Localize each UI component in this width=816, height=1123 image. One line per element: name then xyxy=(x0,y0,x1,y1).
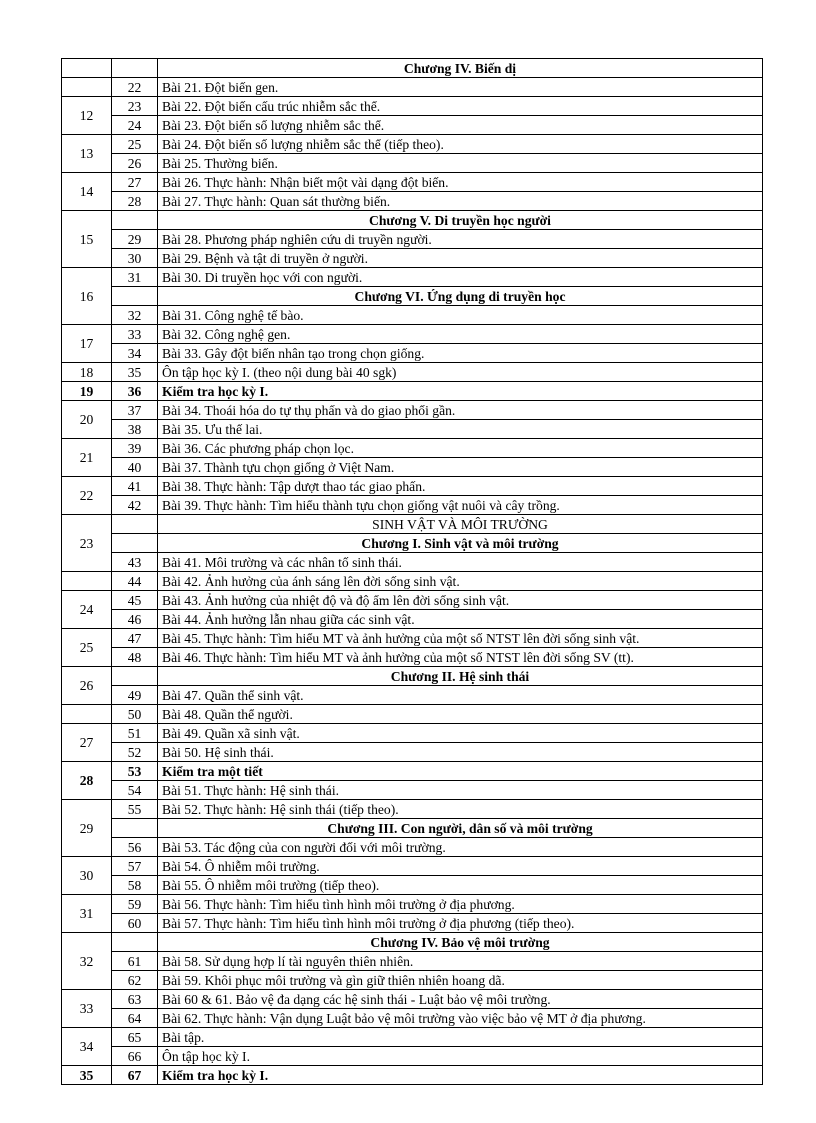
lesson-cell xyxy=(112,515,158,534)
lesson-cell: 53 xyxy=(112,762,158,781)
table-row xyxy=(62,439,763,458)
lesson-title: Bài 34. Thoái hóa do tự thụ phấn và do giao phối gần. xyxy=(158,401,763,420)
table-row xyxy=(62,781,763,800)
table-row xyxy=(62,363,763,382)
chapter-heading: Chương V. Di truyền học người xyxy=(158,211,763,230)
table-row xyxy=(62,534,763,553)
lesson-cell: 57 xyxy=(112,857,158,876)
week-cell: 12 xyxy=(62,97,112,135)
lesson-title: Bài 36. Các phương pháp chọn lọc. xyxy=(158,439,763,458)
table-row xyxy=(62,648,763,667)
lesson-cell xyxy=(112,59,158,78)
week-cell: 25 xyxy=(62,629,112,667)
chapter-heading: Chương IV. Bảo vệ môi trường xyxy=(158,933,763,952)
chapter-heading: Chương I. Sinh vật và môi trường xyxy=(158,534,763,553)
lesson-cell: 60 xyxy=(112,914,158,933)
table-row xyxy=(62,135,763,154)
lesson-cell: 29 xyxy=(112,230,158,249)
lesson-cell xyxy=(112,534,158,553)
lesson-title: Bài 32. Công nghệ gen. xyxy=(158,325,763,344)
week-cell: 30 xyxy=(62,857,112,895)
table-row xyxy=(62,420,763,439)
table-row xyxy=(62,268,763,287)
lesson-title: Bài 22. Đột biến cấu trúc nhiễm sắc thể. xyxy=(158,97,763,116)
week-cell: 31 xyxy=(62,895,112,933)
lesson-title: Bài 45. Thực hành: Tìm hiểu MT và ảnh hưởng của một số NTST lên đời sống sinh vật. xyxy=(158,629,763,648)
table-row xyxy=(62,819,763,838)
lesson-title: Bài 35. Ưu thế lai. xyxy=(158,420,763,439)
week-cell: 16 xyxy=(62,268,112,325)
lesson-title: Bài 60 & 61. Bảo vệ đa dạng các hệ sinh thái - Luật bảo vệ môi trường. xyxy=(158,990,763,1009)
table-row xyxy=(62,1066,763,1085)
table-row xyxy=(62,743,763,762)
table-row xyxy=(62,876,763,895)
table-row xyxy=(62,477,763,496)
table-row xyxy=(62,724,763,743)
lesson-title: Bài 33. Gây đột biến nhân tạo trong chọn giống. xyxy=(158,344,763,363)
week-cell: 28 xyxy=(62,762,112,800)
table-row xyxy=(62,952,763,971)
lesson-title: Bài 53. Tác động của con người đối với môi trường. xyxy=(158,838,763,857)
table-row xyxy=(62,306,763,325)
table-row xyxy=(62,591,763,610)
week-cell: 13 xyxy=(62,135,112,173)
lesson-title: Bài 41. Môi trường và các nhân tố sinh thái. xyxy=(158,553,763,572)
lesson-cell: 62 xyxy=(112,971,158,990)
lesson-cell: 67 xyxy=(112,1066,158,1085)
lesson-title: Bài 29. Bệnh và tật di truyền ở người. xyxy=(158,249,763,268)
week-cell: 14 xyxy=(62,173,112,211)
lesson-cell: 28 xyxy=(112,192,158,211)
lesson-cell xyxy=(112,287,158,306)
week-cell xyxy=(62,59,112,78)
table-row xyxy=(62,762,763,781)
lesson-cell xyxy=(112,667,158,686)
lesson-title: Bài 39. Thực hành: Tìm hiểu thành tựu chọn giống vật nuôi và cây trồng. xyxy=(158,496,763,515)
lesson-cell: 34 xyxy=(112,344,158,363)
table-row xyxy=(62,572,763,591)
table-row xyxy=(62,895,763,914)
table-row xyxy=(62,1047,763,1066)
table-row xyxy=(62,800,763,819)
lesson-title: Bài 25. Thường biến. xyxy=(158,154,763,173)
lesson-cell: 45 xyxy=(112,591,158,610)
lesson-cell: 58 xyxy=(112,876,158,895)
lesson-cell: 33 xyxy=(112,325,158,344)
table-row xyxy=(62,154,763,173)
lesson-title: Ôn tập học kỳ I. (theo nội dung bài 40 sgk) xyxy=(158,363,763,382)
week-cell xyxy=(62,572,112,591)
lesson-title: Bài 26. Thực hành: Nhận biết một vài dạng đột biến. xyxy=(158,173,763,192)
week-cell: 27 xyxy=(62,724,112,762)
week-cell: 23 xyxy=(62,515,112,572)
lesson-cell: 52 xyxy=(112,743,158,762)
lesson-title: Bài 58. Sử dụng hợp lí tài nguyên thiên nhiên. xyxy=(158,952,763,971)
table-row xyxy=(62,382,763,401)
lesson-cell: 43 xyxy=(112,553,158,572)
lesson-title: Bài 27. Thực hành: Quan sát thường biến. xyxy=(158,192,763,211)
lesson-cell: 26 xyxy=(112,154,158,173)
week-cell: 22 xyxy=(62,477,112,515)
table-row xyxy=(62,97,763,116)
lesson-title: Bài 62. Thực hành: Vận dụng Luật bảo vệ môi trường vào việc bảo vệ MT ở địa phương. xyxy=(158,1009,763,1028)
lesson-cell xyxy=(112,211,158,230)
lesson-title: Bài 44. Ảnh hưởng lẫn nhau giữa các sinh vật. xyxy=(158,610,763,629)
table-row xyxy=(62,610,763,629)
lesson-cell: 65 xyxy=(112,1028,158,1047)
lesson-title: Bài 56. Thực hành: Tìm hiểu tình hình môi trường ở địa phương. xyxy=(158,895,763,914)
table-row xyxy=(62,838,763,857)
table-row xyxy=(62,971,763,990)
week-cell xyxy=(62,705,112,724)
table-row xyxy=(62,496,763,515)
table-row xyxy=(62,211,763,230)
chapter-heading: Chương III. Con người, dân số và môi trường xyxy=(158,819,763,838)
table-row xyxy=(62,458,763,477)
lesson-cell: 22 xyxy=(112,78,158,97)
table-row xyxy=(62,116,763,135)
week-cell: 26 xyxy=(62,667,112,705)
table-row xyxy=(62,553,763,572)
table-row xyxy=(62,59,763,78)
table-row xyxy=(62,705,763,724)
lesson-cell: 42 xyxy=(112,496,158,515)
lesson-title: Bài 59. Khôi phục môi trường và gìn giữ thiên nhiên hoang dã. xyxy=(158,971,763,990)
lesson-title: Bài 47. Quần thể sinh vật. xyxy=(158,686,763,705)
lesson-cell: 54 xyxy=(112,781,158,800)
table-row xyxy=(62,230,763,249)
week-cell: 34 xyxy=(62,1028,112,1066)
lesson-cell: 38 xyxy=(112,420,158,439)
week-cell: 19 xyxy=(62,382,112,401)
lesson-title: Bài 57. Thực hành: Tìm hiểu tình hình môi trường ở địa phương (tiếp theo). xyxy=(158,914,763,933)
lesson-cell: 51 xyxy=(112,724,158,743)
table-row xyxy=(62,1028,763,1047)
lesson-title: Bài 55. Ô nhiễm môi trường (tiếp theo). xyxy=(158,876,763,895)
chapter-heading: Chương II. Hệ sinh thái xyxy=(158,667,763,686)
lesson-title: Bài 28. Phương pháp nghiên cứu di truyền người. xyxy=(158,230,763,249)
table-row xyxy=(62,515,763,534)
lesson-title: Bài 38. Thực hành: Tập dượt thao tác giao phấn. xyxy=(158,477,763,496)
lesson-cell: 47 xyxy=(112,629,158,648)
table-row xyxy=(62,78,763,97)
week-cell: 35 xyxy=(62,1066,112,1085)
lesson-cell: 44 xyxy=(112,572,158,591)
lesson-cell: 39 xyxy=(112,439,158,458)
lesson-cell: 30 xyxy=(112,249,158,268)
lesson-cell: 35 xyxy=(112,363,158,382)
chapter-heading: Chương VI. Ứng dụng di truyền học xyxy=(158,287,763,306)
lesson-cell: 64 xyxy=(112,1009,158,1028)
lesson-title: Bài 42. Ảnh hưởng của ánh sáng lên đời sống sinh vật. xyxy=(158,572,763,591)
lesson-cell: 27 xyxy=(112,173,158,192)
lesson-cell: 25 xyxy=(112,135,158,154)
lesson-title: Bài 24. Đột biến số lượng nhiễm sắc thể (tiếp theo). xyxy=(158,135,763,154)
curriculum-table xyxy=(61,58,763,1085)
week-cell: 21 xyxy=(62,439,112,477)
table-row xyxy=(62,325,763,344)
lesson-cell: 63 xyxy=(112,990,158,1009)
week-cell: 32 xyxy=(62,933,112,990)
lesson-title: Kiểm tra học kỳ I. xyxy=(158,382,763,401)
lesson-cell: 55 xyxy=(112,800,158,819)
lesson-title: Bài tập. xyxy=(158,1028,763,1047)
lesson-title: Bài 21. Đột biến gen. xyxy=(158,78,763,97)
lesson-title: Bài 43. Ảnh hưởng của nhiệt độ và độ ẩm lên đời sống sinh vật. xyxy=(158,591,763,610)
week-cell xyxy=(62,78,112,97)
lesson-title: Bài 37. Thành tựu chọn giống ở Việt Nam. xyxy=(158,458,763,477)
lesson-cell: 31 xyxy=(112,268,158,287)
lesson-cell: 32 xyxy=(112,306,158,325)
week-cell: 18 xyxy=(62,363,112,382)
lesson-cell: 36 xyxy=(112,382,158,401)
table-row xyxy=(62,287,763,306)
lesson-title: Kiểm tra học kỳ I. xyxy=(158,1066,763,1085)
lesson-title: Bài 46. Thực hành: Tìm hiểu MT và ảnh hưởng của một số NTST lên đời sống SV (tt). xyxy=(158,648,763,667)
lesson-title: Bài 51. Thực hành: Hệ sinh thái. xyxy=(158,781,763,800)
lesson-title: Bài 23. Đột biến số lượng nhiễm sắc thể. xyxy=(158,116,763,135)
lesson-cell: 56 xyxy=(112,838,158,857)
lesson-title: Bài 50. Hệ sinh thái. xyxy=(158,743,763,762)
table-row xyxy=(62,857,763,876)
lesson-cell: 59 xyxy=(112,895,158,914)
week-cell: 29 xyxy=(62,800,112,857)
lesson-cell: 50 xyxy=(112,705,158,724)
lesson-cell: 24 xyxy=(112,116,158,135)
table-row xyxy=(62,933,763,952)
chapter-heading: Chương IV. Biến dị xyxy=(158,59,763,78)
lesson-cell: 23 xyxy=(112,97,158,116)
week-cell: 15 xyxy=(62,211,112,268)
lesson-cell: 46 xyxy=(112,610,158,629)
table-row xyxy=(62,401,763,420)
table-row xyxy=(62,990,763,1009)
lesson-cell: 41 xyxy=(112,477,158,496)
lesson-cell: 49 xyxy=(112,686,158,705)
lesson-cell xyxy=(112,933,158,952)
lesson-title: Bài 54. Ô nhiễm môi trường. xyxy=(158,857,763,876)
table-row xyxy=(62,192,763,211)
week-cell: 17 xyxy=(62,325,112,363)
lesson-cell: 66 xyxy=(112,1047,158,1066)
lesson-cell xyxy=(112,819,158,838)
lesson-cell: 37 xyxy=(112,401,158,420)
table-row xyxy=(62,667,763,686)
lesson-title: Bài 49. Quần xã sinh vật. xyxy=(158,724,763,743)
lesson-title: Bài 30. Di truyền học với con người. xyxy=(158,268,763,287)
lesson-title: Bài 52. Thực hành: Hệ sinh thái (tiếp theo). xyxy=(158,800,763,819)
week-cell: 33 xyxy=(62,990,112,1028)
part-heading: SINH VẬT VÀ MÔI TRƯỜNG xyxy=(158,515,763,534)
lesson-cell: 61 xyxy=(112,952,158,971)
lesson-cell: 48 xyxy=(112,648,158,667)
table-row xyxy=(62,344,763,363)
lesson-cell: 40 xyxy=(112,458,158,477)
lesson-title: Kiểm tra một tiết xyxy=(158,762,763,781)
table-row xyxy=(62,249,763,268)
table-row xyxy=(62,629,763,648)
lesson-title: Ôn tập học kỳ I. xyxy=(158,1047,763,1066)
table-row xyxy=(62,914,763,933)
week-cell: 24 xyxy=(62,591,112,629)
week-cell: 20 xyxy=(62,401,112,439)
table-row xyxy=(62,173,763,192)
table-row xyxy=(62,686,763,705)
lesson-title: Bài 31. Công nghệ tế bào. xyxy=(158,306,763,325)
table-row xyxy=(62,1009,763,1028)
lesson-title: Bài 48. Quần thể người. xyxy=(158,705,763,724)
